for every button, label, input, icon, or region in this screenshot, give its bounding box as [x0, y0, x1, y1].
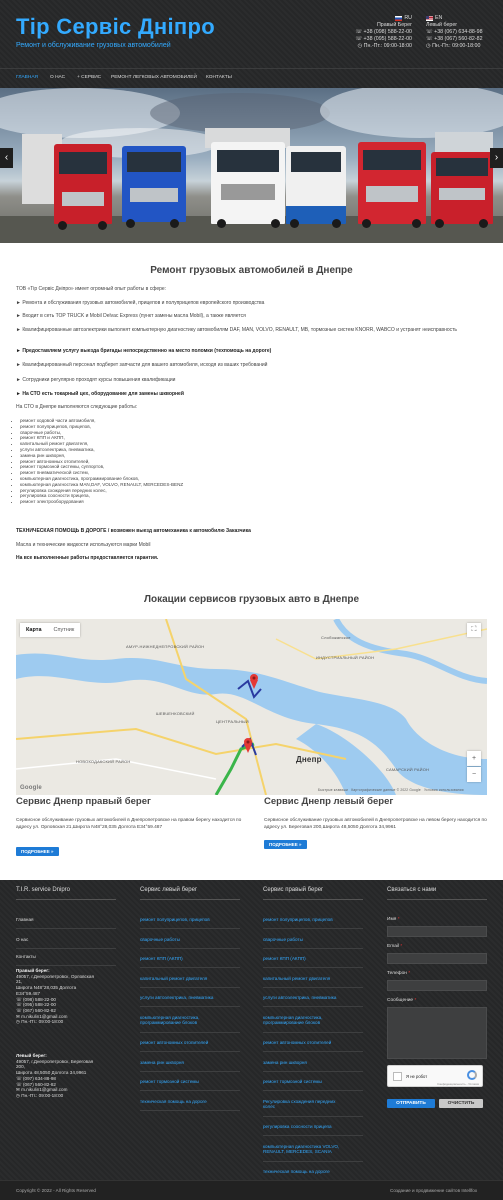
clear-button[interactable]: ОЧИСТИТЬ: [439, 1099, 483, 1108]
site-header: [0, 0, 503, 68]
divider: [140, 987, 240, 988]
right-bank-line: 49057, г.Днепропетровск, Орловская: [16, 973, 94, 979]
recaptcha-label: Я не робот: [406, 1074, 428, 1079]
right-bank-title: Правый берег:: [16, 968, 50, 973]
contact-hours: ◷ Пн.-Пт.: 09:00-18:00: [357, 43, 412, 49]
divider: [263, 1161, 363, 1162]
left-bank-line: ☏ (097) 634-88-98: [16, 1075, 56, 1081]
right-bank-line: E34°59.487: [16, 990, 41, 996]
footer-service-link[interactable]: ремонт КПП (АКПП): [263, 956, 306, 961]
map-label: АМУР-НИЖНЕДНЕПРОВСКИЙ РАЙОН: [126, 644, 205, 649]
footer-col4-title: Связаться с нами: [387, 887, 437, 893]
divider: [263, 1071, 363, 1072]
cloud: [150, 93, 330, 133]
service-item: • ремонт ходовой части автомобиля,: [20, 418, 183, 424]
footer-service-link[interactable]: замена рин шкворня: [140, 1059, 184, 1065]
footer-link[interactable]: Главная: [16, 917, 34, 922]
nav-item-car-repair[interactable]: РЕМОНТ ЛЕГКОВЫХ АВТОМОБИЛЕЙ: [111, 75, 197, 80]
footer-service-link[interactable]: сварочные работы: [140, 936, 180, 942]
truck-red-2: [354, 134, 430, 228]
footer-service-link[interactable]: Регулировка схождения передних колес: [263, 1098, 336, 1110]
divider: [140, 1071, 240, 1072]
site-tagline: Ремонт и обслуживание грузовых автомобилей: [16, 42, 171, 49]
left-bank-line: Широта 48,5050 Долгота 34,9961: [16, 1070, 87, 1076]
footer-col3-title: Сервис правый берег: [263, 887, 324, 893]
footer-service-link[interactable]: компьютерная диагностика, программирование блоков: [263, 1014, 323, 1026]
phone-label: Телефон *: [387, 971, 411, 976]
email-input[interactable]: [387, 953, 487, 964]
footer-link[interactable]: О нас: [16, 937, 29, 942]
nav-item-contacts[interactable]: КОНТАКТЫ: [206, 75, 232, 80]
right-bank-line: ☏ (067) 560-82-82: [16, 1007, 56, 1013]
feature-paragraph: ► Предоставляем услугу выезда бригады непосредственно на место поломки (техпомощь на дороге): [16, 348, 272, 354]
name-input[interactable]: [387, 926, 487, 937]
contact-phone[interactable]: ☏ +38 (095) 588-22-00: [355, 36, 412, 42]
divider: [263, 1051, 363, 1052]
divider: [263, 948, 363, 949]
right-bank-address: [16, 968, 108, 1025]
recaptcha-checkbox[interactable]: [393, 1072, 402, 1081]
divider: [140, 1110, 240, 1111]
divider: [387, 899, 487, 900]
service-item: • услуги автоэлектрика, пневматика,: [20, 447, 183, 453]
divider: [263, 1090, 363, 1091]
divider: [16, 928, 116, 929]
divider: [140, 948, 240, 949]
map-type-tabs: [20, 623, 80, 637]
service-item: • регулировка соосности прицепа,: [20, 493, 183, 499]
service-item: • ремонт полуприцепов, прицепов,: [20, 424, 183, 430]
lang-switch-ru[interactable]: RU: [338, 15, 412, 22]
feature-paragraph: ► Сотрудники регулярно проходят курсы повышения квалификации: [16, 377, 176, 383]
contact-left-bank: [426, 15, 500, 50]
divider: [263, 1116, 363, 1117]
message-label: Сообщение *: [387, 998, 417, 1003]
footer-service-link[interactable]: замена рин шкворня: [263, 1059, 307, 1065]
left-bank-line: ☏ (067) 560-82-82: [16, 1081, 56, 1087]
contact-phone[interactable]: ☏ +38 (098) 588-22-00: [355, 29, 412, 35]
service-item: • ремонт пневматической систем,: [20, 470, 183, 476]
map-label: ИНДУСТРИАЛЬНЫЙ РАЙОН: [316, 655, 375, 660]
map-tab-map[interactable]: Карта: [26, 627, 42, 633]
branch-left-text: Сервисное обслуживание грузовых автомобилей в Днепропетровске на левом берегу находится по адресу ул. Береговая 200,Широта 48,5050 Долгота 34,9961: [264, 818, 487, 830]
intro-paragraph: ТОВ «Тір Сервіс Дніпро» имеет огромный опыт работы в сфере:: [16, 286, 167, 292]
map-label: НОВОКОДАКСКИЙ РАЙОН: [76, 759, 131, 764]
contact-phone[interactable]: ☏ +38 (067) 560-82-82: [426, 36, 483, 42]
site-logo[interactable]: Тір Сервіс Дніпро: [16, 14, 215, 39]
map-attribution: Быстрые клавиши Картографические данные © 2022 Google Условия использования: [318, 788, 464, 792]
divider: [140, 1051, 240, 1052]
send-button[interactable]: ОТПРАВИТЬ: [387, 1099, 435, 1108]
bottom-bar: [0, 1180, 503, 1200]
map-tab-satellite[interactable]: Спутник: [53, 627, 75, 633]
feature-paragraph: ► Квалифицированный персонал подберет запчасти для вашего автомобиля, исходя из ваших требований: [16, 362, 268, 368]
branch-right-text: Сервисное обслуживание грузовых автомобилей в Днепропетровске на правом берегу находится по адресу ул. Орловская 21,Широта N48°28,035 Долгота E34°59.487: [16, 818, 242, 830]
road-help-paragraph: ТЕХНИЧЕСКАЯ ПОМОЩЬ В ДОРОГЕ / возможен выезд автомеханика к автомобилю Заказчика: [16, 528, 251, 534]
footer-service-link[interactable]: капитальный ремонт двигателя: [140, 975, 208, 981]
footer-service-link[interactable]: ремонт автономных отопителей: [263, 1040, 332, 1045]
left-bank-line: 49057, г.Днепропетровск, Береговая: [16, 1058, 94, 1064]
developer-credit[interactable]: Создание и продвижение сайтов Intellfox: [390, 1188, 478, 1193]
divider: [263, 967, 363, 968]
zoom-in-button[interactable]: +: [467, 751, 481, 766]
map-label: Слобожанское: [321, 635, 351, 640]
footer-service-link[interactable]: компьютерная диагностика VOLVO, RENAULT, MERCEDES, SCANIA: [263, 1143, 340, 1155]
footer-service-link[interactable]: услуги автоэлектрика, пневматика: [140, 995, 214, 1000]
contact-hours: ◷ Пн.-Пт.: 09:00-18:00: [426, 43, 481, 49]
footer-service-link[interactable]: ремонт тормозной системы: [263, 1079, 322, 1084]
contact-branch: Левый берег: [426, 22, 458, 28]
service-item: • ремонт тормозной системы, суппортов,: [20, 464, 183, 470]
services-list: [20, 418, 183, 505]
service-item: • компьютерная диагностика, программирование блоков,: [20, 476, 183, 482]
hero-slider: [0, 88, 503, 243]
divider: [263, 1032, 363, 1033]
feature-paragraph: ► Входит в сеть TOP TRUCK и Mobil Delvac Express (пункт замены масла Mobil), а также является: [16, 313, 246, 319]
footer-service-link[interactable]: ремонт автономных отопителей: [140, 1040, 209, 1045]
branch-right-more-button[interactable]: ПОДРОБНЕЕ »: [16, 847, 59, 856]
branch-left-title: Сервис Днепр левый берег: [264, 796, 394, 807]
divider: [263, 987, 363, 988]
us-flag-icon: [426, 16, 433, 21]
cloud: [320, 88, 503, 138]
divider: [140, 899, 240, 900]
left-bank-line: 200,: [16, 1064, 25, 1070]
branch-left-more-button[interactable]: ПОДРОБНЕЕ »: [264, 840, 307, 849]
footer-service-link[interactable]: компьютерная диагностика, программирование блоков: [140, 1014, 200, 1026]
zoom-out-button[interactable]: −: [467, 767, 481, 782]
lang-switch-en[interactable]: EN: [426, 15, 500, 22]
branch-right-title: Сервис Днепр правый берег: [16, 796, 151, 807]
footer-service-link[interactable]: сварочные работы: [263, 936, 303, 942]
footer-service-link[interactable]: техническая помощь на дороге: [140, 1098, 207, 1104]
left-bank-line: ✉ m.nikulin1@gmail.com: [16, 1087, 68, 1093]
divider: [16, 965, 116, 966]
truck-red: [22, 134, 112, 230]
fullscreen-icon[interactable]: ⛶: [467, 623, 481, 637]
truck-white: [205, 128, 290, 228]
nav-item-home[interactable]: ГЛАВНАЯ: [16, 75, 39, 80]
divider: [263, 1135, 363, 1136]
nav-item-about[interactable]: О НАС: [50, 75, 66, 80]
divider: [16, 899, 116, 900]
divider: [263, 1006, 363, 1007]
feature-paragraph: ► На СТО есть токарный цех, оборудование для замены шкворней: [16, 391, 184, 397]
divider: [140, 1032, 240, 1033]
map-city-label: Днепр: [296, 755, 322, 764]
russia-flag-icon: [395, 16, 402, 21]
footer-service-link[interactable]: капитальный ремонт двигателя: [263, 975, 331, 981]
contact-phone[interactable]: ☏ +38 (067) 634-88-98: [426, 29, 483, 35]
google-map[interactable]: [16, 619, 487, 795]
map-label: ШЕВЧЕНКОВСКИЙ: [156, 711, 195, 716]
left-bank-address: [16, 1053, 108, 1099]
slider-prev-button[interactable]: ‹: [0, 148, 13, 168]
recaptcha-widget: [387, 1065, 483, 1087]
contact-right-bank: [338, 15, 412, 50]
right-bank-line: ◷ Пн.-Пт.: 09:00-18:00: [16, 1019, 64, 1025]
slider-next-button[interactable]: ›: [490, 148, 503, 168]
feature-paragraph: ► Ремонта и обслуживания грузовых автомобилей, прицепов и полуприцепов европейского производства: [16, 300, 265, 306]
nav-item-service[interactable]: + СЕРВИС: [77, 75, 102, 80]
divider: [140, 1006, 240, 1007]
service-item: • ремонт электрооборудования: [20, 499, 183, 505]
truck-blue: [110, 138, 190, 228]
footer-service-link[interactable]: регулировка соосности прицепа: [263, 1124, 332, 1129]
recaptcha-logo-icon: [467, 1070, 477, 1080]
google-logo: Google: [20, 785, 42, 791]
divider: [140, 1090, 240, 1091]
divider: [263, 928, 363, 929]
locations-title: Локации сервисов грузовых авто в Днепре: [143, 594, 360, 605]
service-item: • замена рин шкворня,: [20, 453, 183, 459]
divider: [16, 948, 116, 949]
divider: [140, 967, 240, 968]
footer-service-link[interactable]: ремонт полуприцепов, прицепов: [140, 917, 210, 922]
service-item: • компьютерная диагностика MAN,DAF, VOLVO, RENAULT, MERCEDES-BENZ: [20, 482, 183, 488]
main-nav: [0, 68, 503, 88]
right-bank-line: ☏ (098) 588-22-00: [16, 996, 56, 1002]
footer-service-link[interactable]: услуги автоэлектрика, пневматика: [263, 995, 337, 1000]
feature-paragraph: ► Квалифицированные автоэлектрики выполнят компьютерную диагностику автомобилям DAF, MAN, VOLVO, RENAULT, MB, тормозные систем KNORR, WABCO и устранят неисправность: [16, 327, 458, 333]
right-bank-line: ✉ m.nikulin1@gmail.com: [16, 1013, 68, 1019]
copyright: Copyright © 2022 - All Rights Reserved: [16, 1188, 96, 1193]
footer-service-link[interactable]: техническая помощь на дороге: [263, 1169, 330, 1174]
email-label: Email *: [387, 944, 403, 949]
recaptcha-terms[interactable]: Конфиденциальность - Условия: [437, 1082, 479, 1086]
service-item: • регулировка схождения передних колес,: [20, 488, 183, 494]
footer-service-link[interactable]: ремонт КПП (АКПП): [140, 956, 183, 961]
right-bank-line: ☏ (095) 588-22-00: [16, 1002, 56, 1008]
service-item: • капитальный ремонт двигателя,: [20, 441, 183, 447]
left-bank-title: Левый берег:: [16, 1053, 47, 1058]
footer-col1-title: T.I.R. service Dnipro: [16, 887, 71, 893]
map-label: ЦЕНТРАЛЬНЫЙ: [216, 719, 249, 724]
right-bank-line: Широта N48°28,035 Долгота: [16, 985, 77, 991]
name-label: Имя *: [387, 917, 400, 922]
truck-white-blue: [282, 140, 348, 228]
left-bank-line: ◷ Пн.-Пт.: 09:00-18:00: [16, 1092, 64, 1098]
footer-service-link[interactable]: ремонт тормозной системы: [140, 1079, 199, 1084]
footer-link[interactable]: Контакты: [16, 954, 36, 959]
service-item: • сварочные работы,: [20, 430, 183, 436]
footer-service-link[interactable]: ремонт полуприцепов, прицепов: [263, 917, 333, 922]
right-bank-line: 21,: [16, 979, 23, 985]
oil-paragraph: Масла и технические жидкости используются марки Mobil: [16, 542, 151, 548]
divider: [140, 928, 240, 929]
contact-branch: Правый Берег: [377, 22, 412, 28]
message-textarea[interactable]: [387, 1007, 487, 1059]
services-intro: На СТО в Днепре выполняются следующие работы:: [16, 404, 138, 410]
map-label: САМАРСКИЙ РАЙОН: [386, 767, 430, 772]
footer-col2-title: Сервис левый берег: [140, 887, 198, 893]
warranty-paragraph: На все выполненные работы предоставляется гарантия.: [16, 555, 159, 561]
service-item: • ремонт автономных отопителей,: [20, 459, 183, 465]
page-title: Ремонт грузовых автомобилей в Днепре: [150, 265, 353, 276]
truck-red-car-carrier: [425, 132, 495, 228]
service-item: • ремонт КПП и АКПП,: [20, 435, 183, 441]
divider: [263, 899, 363, 900]
phone-input[interactable]: [387, 980, 487, 991]
